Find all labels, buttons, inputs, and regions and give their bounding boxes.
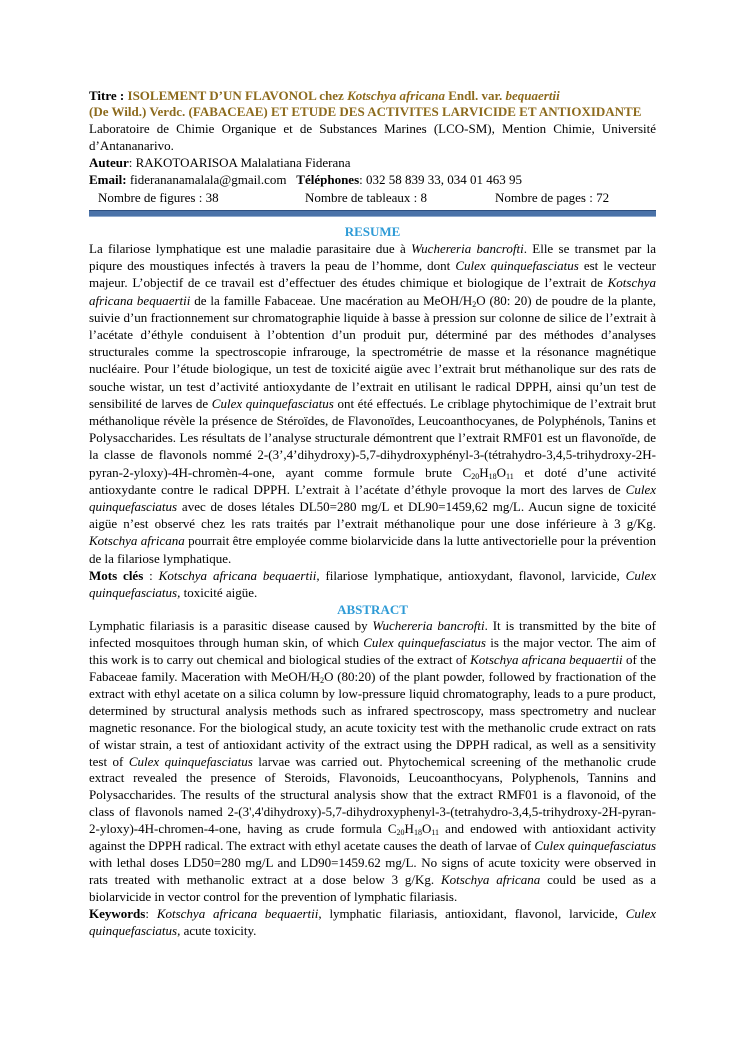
- resume-body: La filariose lymphatique est une maladie parasitaire due à Wuchereria bancrofti. Elle se transmet par la piqure des moustiques infectés à travers la peau de l’homme, dont Culex quinquefasciatus est le vecteur majeur. L’objectif de ce travail est d’effectuer des études chimique et biologique de l’extrait de Kotschya africana bequaertii de la famille Fabaceae. Une macération au MeOH/$H_2O$ (80: 20) de poudre de la plante, suivie d’un fractionnement sur chromatographie liquide à basse à pression sur colonne de silice de l’extrait à l’acétate d’éthyle conduisent à l’obtention d’un produit pur, déterminé par des méthodes d’analyses structurales comme la spectroscopie infrarouge, la spectrométrie de masse et la résonance magnétique nucléaire. Pour l’étude biologique, un test de toxicité aigüe avec l’extrait brut méthanolique sur des rats de souche wistar, un test d’activité antioxydante de l’extrait en utilisant le radical DPPH, ainsi qu’un test de sensibilité de larves de Culex quinquefasciatus ont été effectués. Le criblage phytochimique de l’extrait brut méthanolique révèle la présence de Stéroïdes, de Flavonoïdes, Leucoanthocyanes, de Polyphénols, Tanins et Polysaccharides. Les résultats de l’analyse structurale démontrent que l’extrait RMF01 est un flavonoïde, de la classe de flavonols nommé 2-(3’,4’dihydroxy)-5,7-dihydroxyphényl-3-(tétrahydro-3,4,5-trihydroxy-2H-pyran-2-yloxy)-4H-chromèn-4-one, ayant comme formule brute $C_{20}H_{18}O_{11}$ et doté d’une activité antioxydante contre le radical DPPH. L’extrait à l’acétate d’éthyle provoque la mort des larves de Culex quinquefasciatus avec de doses létales DL50=280 mg/L et DL90=1459,62 mg/L. Aucun signe de toxicité aigüe n’est observé chez les rats traités par l’extrait méthanolique pour une dose inférieure à 3 g/Kg. Kotschya africana pourrait être employée comme biolarvicide dans la lutte antivectorielle pour la prévention de la filariose lymphatique.: [89, 241, 657, 566]
- title-label: Titre :: [89, 88, 125, 103]
- table-count: Nombre de tableaux : 8: [305, 190, 428, 205]
- resume-section: [89, 223, 656, 601]
- resume-heading: RESUME: [344, 224, 401, 239]
- abstract-keywords: Keywords: Kotschya africana bequaertii, lymphatic filariasis, antioxidant, flavonol, larvicide, Culex quinquefasciatus, acute toxicity.: [89, 905, 657, 938]
- abstract-body: Lymphatic filariasis is a parasitic disease caused by Wuchereria bancrofti. It is transmitted by the bite of infected mosquitoes through human skin, of which Culex quinquefasciatus is the major vector. The aim of this work is to carry out chemical and biological studies of the extract of Kotschya africana bequaertii of the Fabaceae family. Maceration with MeOH/$H_2O$ (80:20) of the plant powder, followed by fractionation of the extract with ethyl acetate on a silica column by low-pressure liquid chromatography, leads to a pure product, determined by structural analysis methods such as infrared spectroscopy, mass spectrometry and nuclear magnetic resonance. For the biological study, an acute toxicity test with the methanolic crude extract on rats of wistar strain, a test of antioxidant activity of the extract using the DPPH radical, as well as a sensitivity test of Culex quinquefasciatus larvae was carried out. Phytochemical screening of the methanolic crude extract revealed the presence of Steroids, Flavonoids, Leucoanthocyans, Polyphenols, Tannins and Polysaccharides. The results of the structural analysis show that the extract RMF01 is a flavonoid, of the class of flavonols named 2-(3',4'dihydroxy)-5,7-dihydroxyphenyl-3-(tetrahydro-3,4,5-trihydroxy-2H-pyran-2-yloxy)-4H-chromen-4-one, having as crude formula $C_{20}H_{18}O_{11}$ and endowed with antioxidant activity against the DPPH radical. The extract with ethyl acetate causes the death of larvae of Culex quinquefasciatus with lethal doses LD50=280 mg/L and LD90=1459.62 mg/L. No signs of acute toxicity were observed in rats treated with methanolic extract at a dose below 3 g/Kg. Kotschya africana could be used as a biolarvicide in vector control for the prevention of lymphatic filariasis.: [89, 618, 657, 904]
- page-count: Nombre de pages : 72: [495, 190, 610, 205]
- figure-count: Nombre de figures : 38: [98, 190, 219, 205]
- header-divider: [89, 210, 656, 217]
- document-page: [89, 88, 656, 939]
- resume-keywords: Mots clés : Kotschya africana bequaertii, filariose lymphatique, antioxydant, flavonol, larvicide, Culex quinquefasciatus, toxicité aigüe.: [89, 567, 656, 601]
- document-title: Titre : ISOLEMENT D’UN FLAVONOL chez Kotschya africana Endl. var. bequaertii (De Wild.) Verdc. (FABACEAE) ET ETUDE DES ACTIVITES LARVICIDE ET ANTIOXIDANTE: [89, 88, 642, 119]
- abstract-heading: ABSTRACT: [337, 602, 408, 618]
- document-counts: [89, 189, 656, 206]
- email-link[interactable]: fiderananamalala@gmail.com: [129, 172, 287, 187]
- lab-affiliation: Laboratoire de Chimie Organique et de Substances Marines (LCO-SM), Mention Chimie, Université d’Antananarivo.: [89, 121, 656, 153]
- abstract-section: [89, 601, 656, 939]
- author-line: Auteur: RAKOTOARISOA Malalatiana Fiderana: [89, 155, 351, 170]
- contact-line: Email: fiderananamalala@gmail.com Téléphones: 032 58 839 33, 034 01 463 95: [89, 172, 522, 187]
